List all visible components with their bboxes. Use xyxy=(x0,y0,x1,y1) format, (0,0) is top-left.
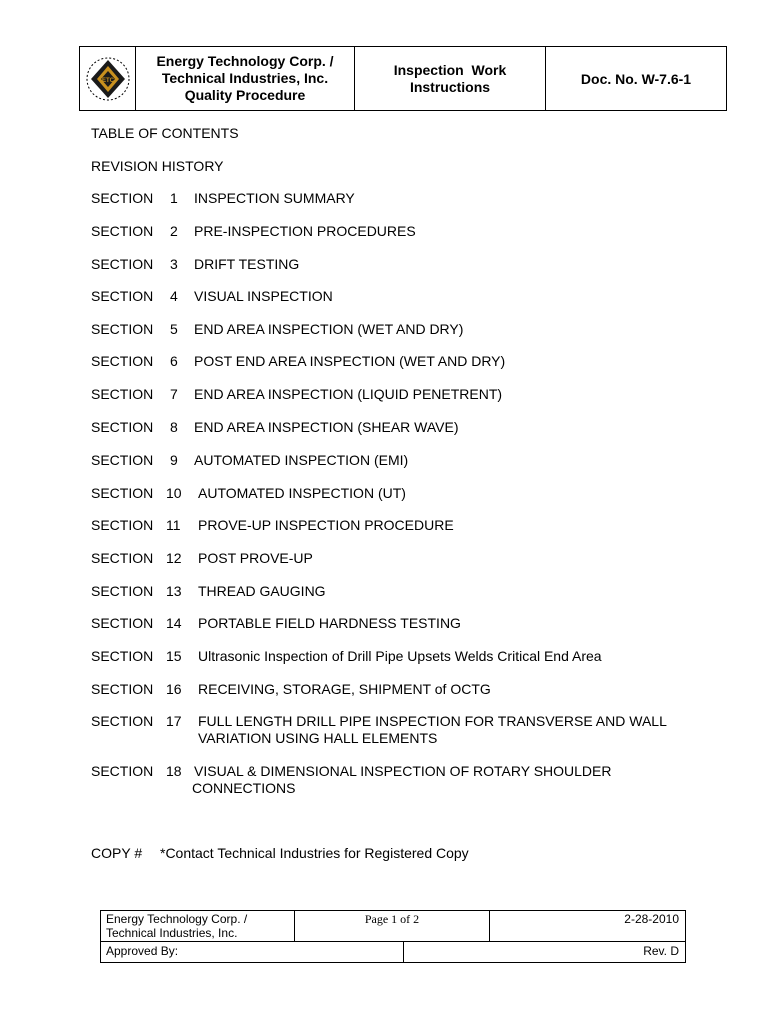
section-title-continued: VARIATION USING HALL ELEMENTS xyxy=(198,730,438,746)
footer-company-line1: Energy Technology Corp. / xyxy=(106,912,248,926)
section-number: 14 xyxy=(166,615,182,631)
table-of-contents-heading: TABLE OF CONTENTS xyxy=(91,125,239,141)
document-title-cell xyxy=(355,47,546,110)
section-title: AUTOMATED INSPECTION (UT) xyxy=(198,485,406,501)
footer-date-cell xyxy=(490,911,685,941)
section-number: 8 xyxy=(170,419,178,435)
section-label: SECTION xyxy=(91,386,154,402)
logo-cell xyxy=(80,47,136,110)
section-title: POST END AREA INSPECTION (WET AND DRY) xyxy=(194,353,506,369)
company-name-line1: Energy Technology Corp. / xyxy=(156,53,334,69)
page-number: Page 1 of 2 xyxy=(364,912,420,926)
section-number: 17 xyxy=(166,713,182,729)
section-label: SECTION xyxy=(91,583,154,599)
section-number: 16 xyxy=(166,681,182,697)
section-label: SECTION xyxy=(91,288,154,304)
section-label: SECTION xyxy=(91,223,154,239)
section-title-continued: CONNECTIONS xyxy=(192,780,296,796)
section-number: 10 xyxy=(166,485,182,501)
revision-cell xyxy=(404,942,685,962)
section-number: 3 xyxy=(170,256,178,272)
copy-label: COPY # xyxy=(91,845,143,861)
section-title: VISUAL & DIMENSIONAL INSPECTION OF ROTARY SHOULDER xyxy=(194,763,612,779)
section-number: 13 xyxy=(166,583,182,599)
section-label: SECTION xyxy=(91,681,154,697)
section-title: PROVE-UP INSPECTION PROCEDURE xyxy=(198,517,454,533)
section-title: FULL LENGTH DRILL PIPE INSPECTION FOR TRANSVERSE AND WALL xyxy=(198,713,667,729)
section-title: POST PROVE-UP xyxy=(198,550,313,566)
section-title: AUTOMATED INSPECTION (EMI) xyxy=(194,452,409,468)
document-footer xyxy=(100,910,686,963)
approved-by-cell xyxy=(101,942,404,962)
doc-number-cell xyxy=(546,47,726,110)
doc-number: Doc. No. W-7.6-1 xyxy=(580,70,692,87)
section-label: SECTION xyxy=(91,648,154,664)
section-label: SECTION xyxy=(91,419,154,435)
section-number: 18 xyxy=(166,763,182,779)
document-header xyxy=(79,46,727,111)
footer-row-1 xyxy=(101,911,685,942)
section-title: PORTABLE FIELD HARDNESS TESTING xyxy=(198,615,461,631)
section-number: 6 xyxy=(170,353,178,369)
section-label: SECTION xyxy=(91,550,154,566)
section-title: END AREA INSPECTION (SHEAR WAVE) xyxy=(194,419,459,435)
section-number: 12 xyxy=(166,550,182,566)
section-title: DRIFT TESTING xyxy=(194,256,300,272)
section-title: PRE-INSPECTION PROCEDURES xyxy=(194,223,416,239)
footer-row-2 xyxy=(101,942,685,962)
section-title: RECEIVING, STORAGE, SHIPMENT of OCTG xyxy=(198,681,491,697)
footer-page-cell xyxy=(295,911,490,941)
document-title-line1: Inspection Work xyxy=(393,61,507,78)
company-logo-icon xyxy=(84,49,132,109)
section-label: SECTION xyxy=(91,321,154,337)
section-title: THREAD GAUGING xyxy=(198,583,326,599)
company-name-line2: Technical Industries, Inc. xyxy=(161,70,329,86)
section-number: 15 xyxy=(166,648,182,664)
section-number: 2 xyxy=(170,223,178,239)
section-label: SECTION xyxy=(91,713,154,729)
document-title-line2: Instructions xyxy=(409,78,491,95)
approved-by-label: Approved By: xyxy=(106,944,179,958)
section-title: END AREA INSPECTION (WET AND DRY) xyxy=(194,321,464,337)
section-label: SECTION xyxy=(91,615,154,631)
copy-note: *Contact Technical Industries for Registered Copy xyxy=(160,845,469,861)
section-label: SECTION xyxy=(91,517,154,533)
section-title: END AREA INSPECTION (LIQUID PENETRENT) xyxy=(194,386,503,402)
section-label: SECTION xyxy=(91,485,154,501)
footer-company-line2: Technical Industries, Inc. xyxy=(106,926,238,940)
section-label: SECTION xyxy=(91,190,154,206)
revision-date: 2-28-2010 xyxy=(624,912,679,926)
section-number: 5 xyxy=(170,321,178,337)
company-name-line3: Quality Procedure xyxy=(184,87,306,103)
section-label: SECTION xyxy=(91,763,154,779)
section-title: Ultrasonic Inspection of Drill Pipe Upsets Welds Critical End Area xyxy=(198,648,602,664)
footer-company-cell xyxy=(101,911,295,941)
section-title: VISUAL INSPECTION xyxy=(194,288,333,304)
section-number: 4 xyxy=(170,288,178,304)
section-label: SECTION xyxy=(91,353,154,369)
revision-history-heading: REVISION HISTORY xyxy=(91,158,224,174)
svg-text:ETC: ETC xyxy=(101,77,114,84)
section-label: SECTION xyxy=(91,452,154,468)
section-label: SECTION xyxy=(91,256,154,272)
section-number: 11 xyxy=(166,517,181,533)
section-number: 1 xyxy=(170,190,178,206)
section-number: 7 xyxy=(170,386,178,402)
company-name-cell xyxy=(136,47,355,110)
revision-label: Rev. D xyxy=(643,944,679,958)
section-number: 9 xyxy=(170,452,178,468)
section-title: INSPECTION SUMMARY xyxy=(194,190,355,206)
